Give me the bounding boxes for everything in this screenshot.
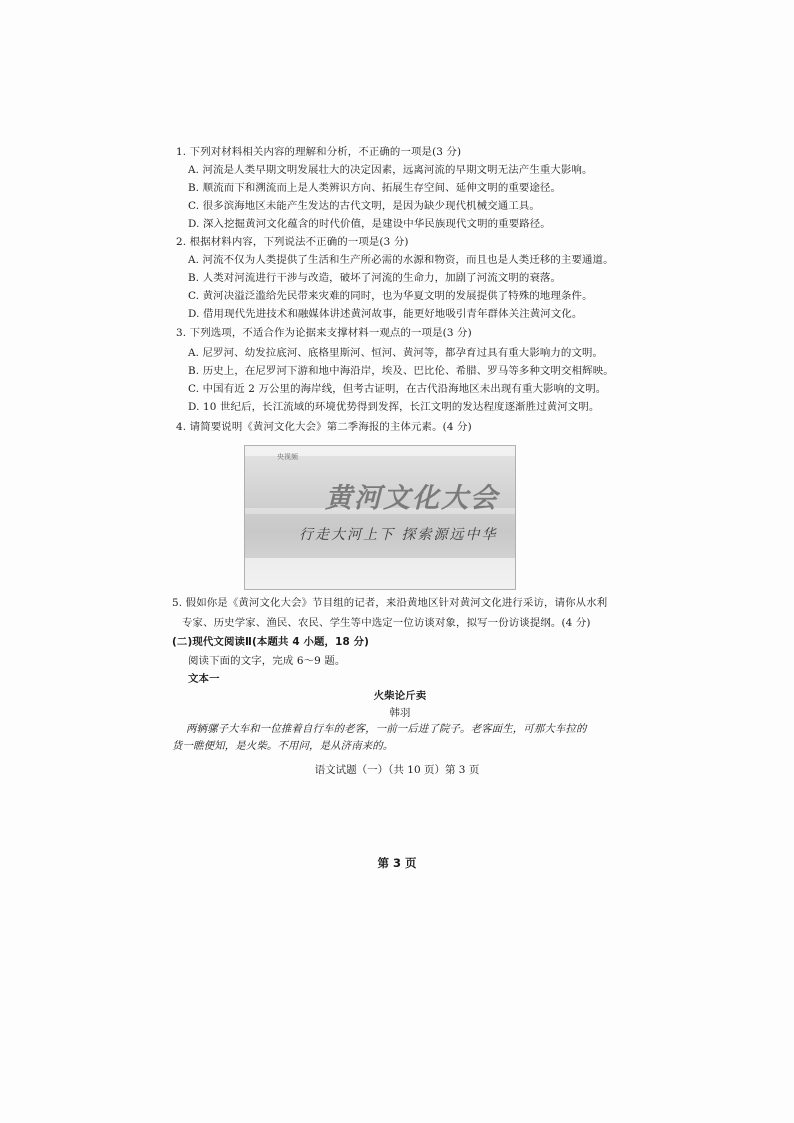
question-2-option-d: D. 借用现代先进技术和融媒体讲述黄河故事，能更好地吸引青年群体关注黄河文化。 xyxy=(188,308,583,320)
story-author: 韩羽 xyxy=(389,707,411,719)
section-2-instruction: 阅读下面的文字，完成 6～9 题。 xyxy=(188,655,346,667)
question-1-option-a: A. 河流是人类早期文明发展壮大的决定因素，远离河流的早期文明无法产生重大影响。 xyxy=(188,164,593,176)
poster-title: 黄河文化大会 xyxy=(325,483,499,514)
question-1-option-d: D. 深入挖掘黄河文化蕴含的时代价值，是建设中华民族现代文明的重要路径。 xyxy=(188,218,551,230)
poster-image xyxy=(244,445,516,590)
question-3-option-b: B. 历史上，在尼罗河下游和地中海沿岸，埃及、巴比伦、希腊、罗马等多种文明交相辉映。 xyxy=(188,365,614,377)
exam-page-footer: 语文试题（一）（共 10 页）第 3 页 xyxy=(314,764,480,776)
question-2-option-b: B. 人类对河流进行干涉与改造，破坏了河流的生命力，加剧了河流文明的衰落。 xyxy=(188,272,562,284)
question-3-option-c: C. 中国有近 2 万公里的海岸线，但考古证明，在古代沿海地区未出现有重大影响的文明。 xyxy=(188,383,607,395)
poster-slogan: 行走大河上下 探索源远中华 xyxy=(299,527,498,543)
question-1-option-b: B. 顺流而下和溯流而上是人类辨识方向、拓展生存空间、延伸文明的重要途径。 xyxy=(188,182,562,194)
poster-brand-logo: 央视频 xyxy=(277,453,298,461)
story-paragraph-line-2: 货一瞧便知，是火柴。不用问，是从济南来的。 xyxy=(172,740,394,752)
question-1-stem: 1. 下列对材料相关内容的理解和分析，不正确的一项是(3 分) xyxy=(176,146,462,158)
section-2-heading: (二)现代文阅读Ⅱ(本题共 4 小题，18 分) xyxy=(172,636,370,648)
question-3-option-a: A. 尼罗河、幼发拉底河、底格里斯河、恒河、黄河等，都孕育过具有重大影响力的文明。 xyxy=(188,347,604,359)
text-one-label: 文本一 xyxy=(188,673,220,685)
page-number: 第 3 页 xyxy=(377,856,417,870)
question-3-option-d: D. 10 世纪后，长江流域的环境优势得到发挥，长江文明的发达程度逐渐胜过黄河文明。 xyxy=(188,401,600,413)
question-1-option-c: C. 很多滨海地区未能产生发达的古代文明，是因为缺少现代机械交通工具。 xyxy=(188,200,540,212)
question-5-line-2: 专家、历史学家、渔民、农民、学生等中选定一位访谈对象，拟写一份访谈提纲。(4 分) xyxy=(182,617,591,629)
question-3-stem: 3. 下列选项，不适合作为论据来支撑材料一观点的一项是(3 分) xyxy=(176,327,472,339)
story-paragraph-line-1: 两辆骡子大车和一位推着自行车的老客，一前一后进了院子。老客面生，可那大车拉的 xyxy=(186,723,587,735)
question-4-stem: 4. 请简要说明《黄河文化大会》第二季海报的主体元素。(4 分) xyxy=(176,421,472,433)
question-2-stem: 2. 根据材料内容，下列说法不正确的一项是(3 分) xyxy=(176,236,409,248)
question-2-option-a: A. 河流不仅为人类提供了生活和生产所必需的水源和物资，而且也是人类迁移的主要通道。 xyxy=(188,254,614,266)
question-5-line-1: 5. 假如你是《黄河文化大会》节目组的记者，来沿黄地区针对黄河文化进行采访，请你从水利 xyxy=(172,597,608,609)
story-title: 火柴论斤卖 xyxy=(373,690,427,702)
question-2-option-c: C. 黄河决溢泛滥给先民带来灾难的同时，也为华夏文明的发展提供了特殊的地理条件。 xyxy=(188,290,593,302)
